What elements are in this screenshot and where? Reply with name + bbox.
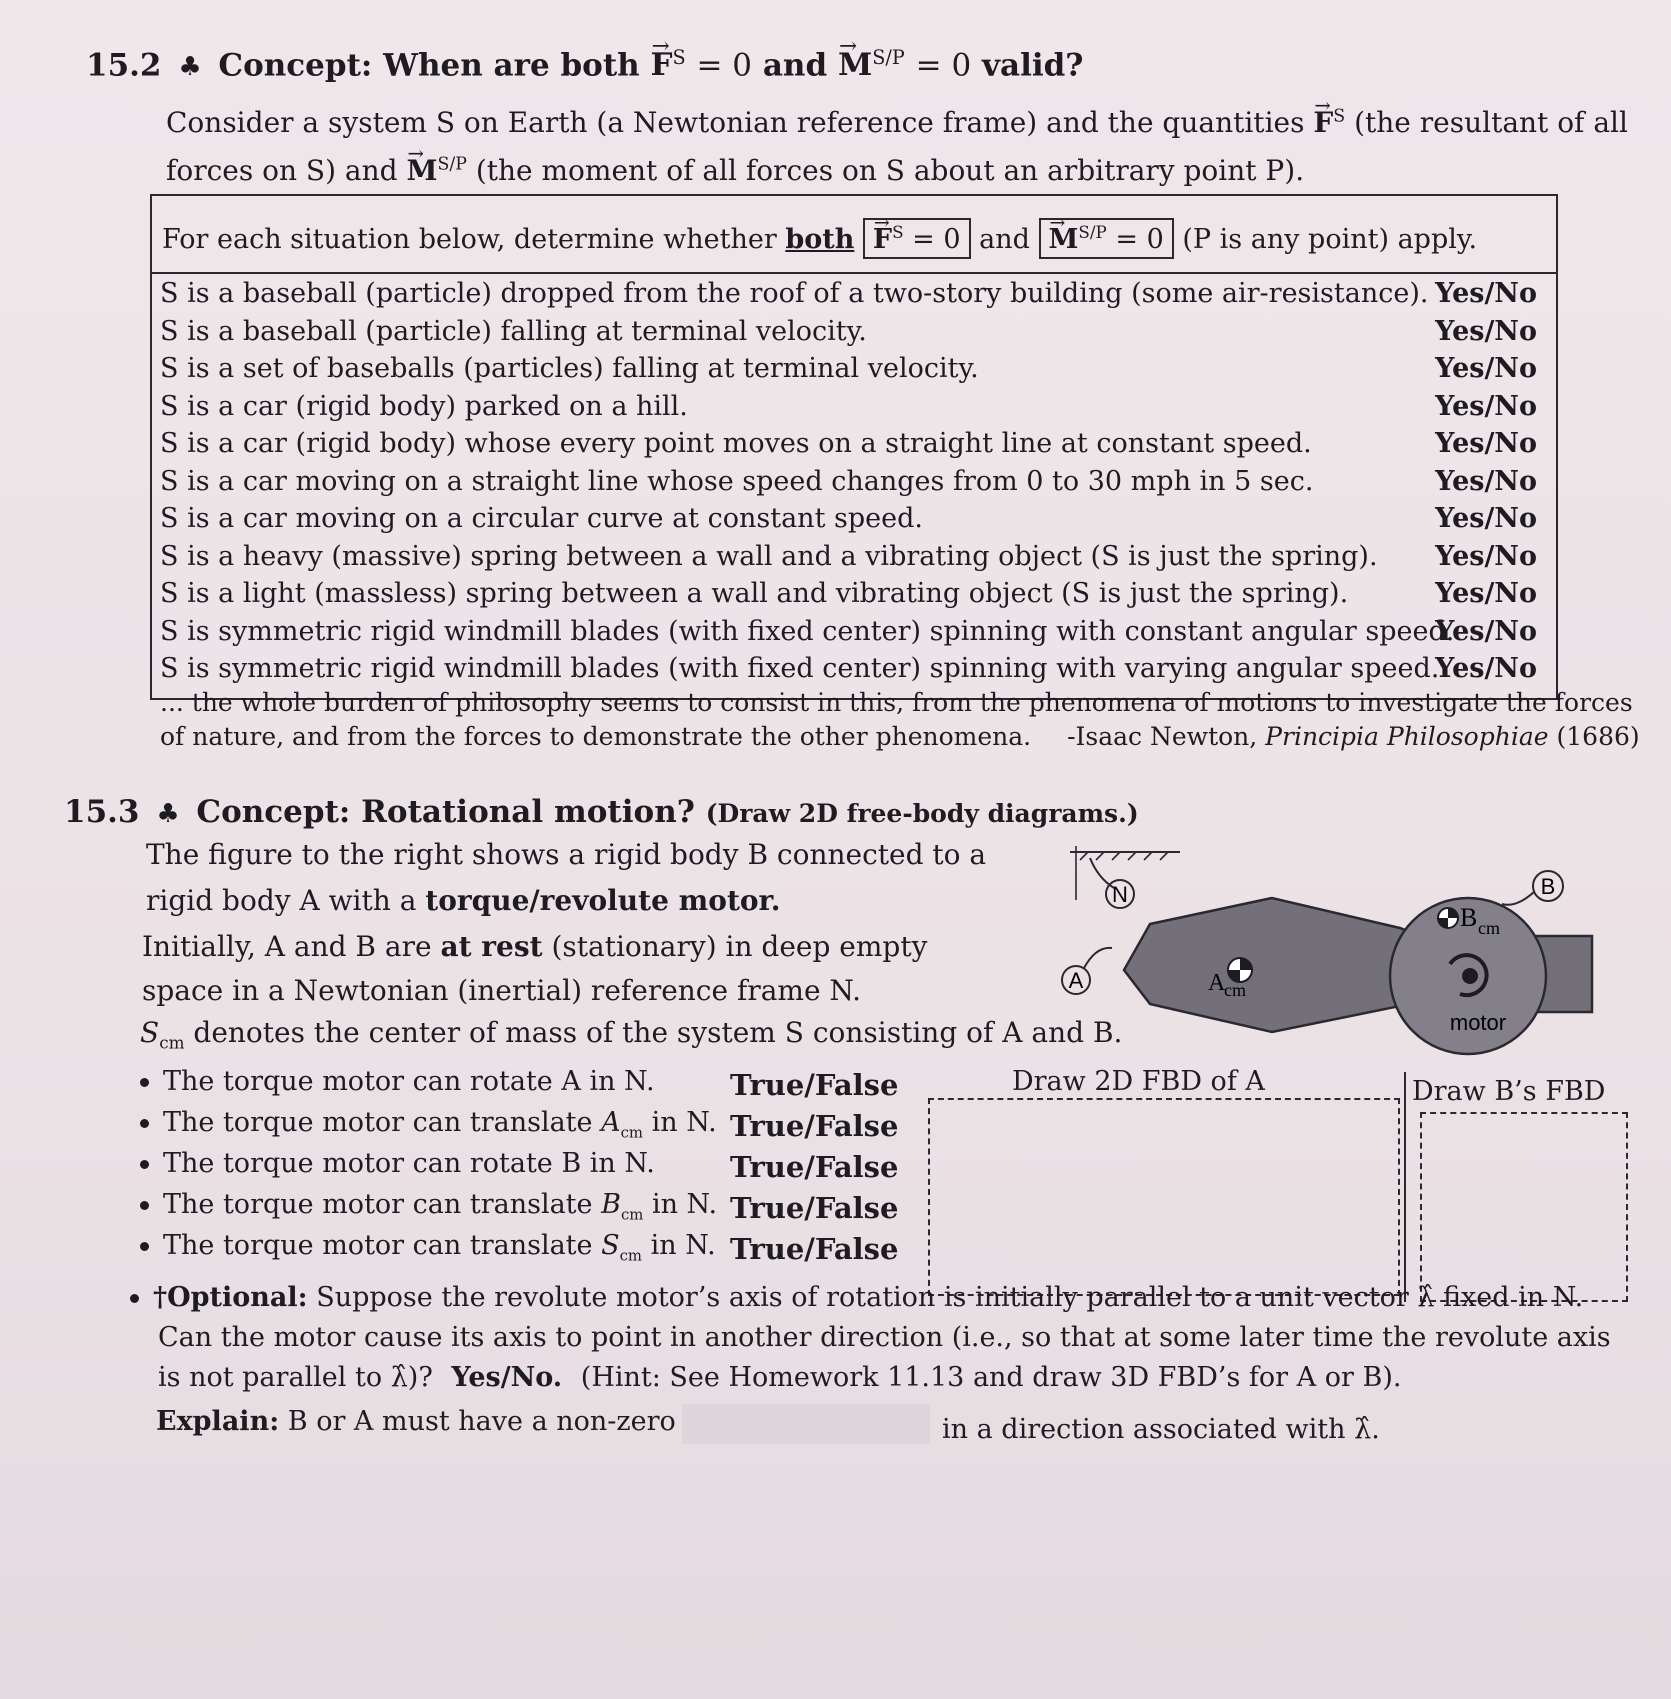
list-item: The torque motor can translate $S_{cm}$ in N. bbox=[140, 1230, 716, 1264]
table-row bbox=[160, 428, 1545, 459]
true-false-answer[interactable]: True/False bbox=[730, 1068, 899, 1102]
bullet-dot bbox=[140, 1201, 149, 1210]
table-row bbox=[160, 391, 1545, 422]
yes-no-answer[interactable]: Yes/No bbox=[1435, 503, 1537, 534]
table-header: For each situation below, determine whether both → $F^S = 0$ and → $M^{S/P} = 0$ (P is any point) apply. bbox=[152, 196, 1556, 274]
yes-no-answer[interactable]: Yes/No bbox=[1435, 390, 1537, 422]
fbd-divider bbox=[1404, 1072, 1406, 1302]
table-row bbox=[160, 353, 1545, 384]
situation-text: S is a set of baseballs (particles) falling at terminal velocity. bbox=[160, 353, 979, 384]
bcm-label: B bbox=[1460, 903, 1478, 932]
force-condition-box: → $F^S = 0$ bbox=[863, 218, 971, 259]
motor-axle bbox=[1462, 968, 1478, 984]
explain-line-end: in a direction associated with λ̂. bbox=[942, 1414, 1380, 1445]
intro-line-2: forces on S) and → $M^{S/P}$ (the moment of all forces on S about an arbitrary point P). bbox=[166, 154, 1304, 187]
situations-table bbox=[150, 194, 1558, 700]
intro-line-1: Consider a system S on Earth (a Newtonian reference frame) and the quantities → $F^S$ (the resultant of all bbox=[166, 106, 1628, 139]
list-item: The torque motor can translate $B_{cm}$ in N. bbox=[140, 1189, 717, 1223]
para2-line-1: Initially, A and B are at rest (stationary) in deep empty bbox=[142, 930, 928, 963]
bullet-dot bbox=[140, 1242, 149, 1251]
true-false-answer[interactable]: True/False bbox=[730, 1109, 899, 1143]
situation-text: S is symmetric rigid windmill blades (with fixed center) spinning with varying angular speed. bbox=[160, 653, 1440, 684]
rigid-body-figure bbox=[1040, 836, 1600, 1056]
para1-line-2: rigid body A with a torque/revolute motor. bbox=[146, 884, 781, 917]
situation-text: S is a car moving on a circular curve at constant speed. bbox=[160, 503, 923, 534]
list-item: The torque motor can rotate A in N. bbox=[140, 1066, 655, 1097]
bullet-dot bbox=[140, 1078, 149, 1087]
a-leader bbox=[1084, 948, 1112, 968]
list-item: The torque motor can translate $A_{cm}$ in N. bbox=[140, 1107, 717, 1141]
fbd-a-drawing-area[interactable] bbox=[928, 1098, 1400, 1296]
para1-line-1: The figure to the right shows a rigid body B connected to a bbox=[146, 838, 987, 871]
optional-yes-no[interactable]: Yes/No. bbox=[451, 1362, 563, 1393]
table-row bbox=[160, 541, 1545, 572]
explain-line: Explain: B or A must have a non-zero bbox=[156, 1406, 676, 1437]
problem-15-2-title: 15.2 ♣ Concept: When are both → $F^S = 0$ and → $M^{S/P} = 0$ valid? bbox=[86, 46, 1083, 83]
bullet-dot bbox=[140, 1119, 149, 1128]
optional-line-2: Can the motor cause its axis to point in another direction (i.e., so that at some later time the revolute axis bbox=[158, 1322, 1611, 1353]
table-row bbox=[160, 466, 1545, 497]
label-n: N bbox=[1112, 882, 1128, 907]
acm-label: A bbox=[1208, 970, 1226, 996]
table-row bbox=[160, 578, 1545, 609]
table-row bbox=[160, 653, 1545, 684]
club-icon: ♣ bbox=[156, 799, 180, 829]
optional-line-1: †Optional: Suppose the revolute motor’s axis of rotation is initially parallel to a unit vector λ̂ fixed in N. bbox=[130, 1282, 1583, 1313]
yes-no-answer[interactable]: Yes/No bbox=[1435, 353, 1537, 384]
newton-quote-line-2: of nature, and from the forces to demonstrate the other phenomena. -Isaac Newton, Principia Philosophiae (1686) bbox=[160, 722, 1640, 751]
situation-text: S is a car (rigid body) whose every point moves on a straight line at constant speed. bbox=[160, 428, 1312, 459]
newton-quote-line-1: ... the whole burden of philosophy seems to consist in this, from the phenomena of motions to investigate the forces bbox=[160, 688, 1633, 717]
yes-no-answer[interactable]: Yes/No bbox=[1435, 278, 1537, 309]
motor-label: motor bbox=[1449, 1010, 1507, 1035]
table-row bbox=[160, 616, 1545, 647]
yes-no-answer[interactable]: Yes/No bbox=[1435, 540, 1537, 572]
club-icon: ♣ bbox=[178, 52, 202, 83]
situation-text: S is a car (rigid body) parked on a hill. bbox=[160, 390, 688, 422]
situation-text: S is a baseball (particle) falling at terminal velocity. bbox=[160, 315, 867, 347]
true-false-answer[interactable]: True/False bbox=[730, 1150, 899, 1184]
optional-line-3: is not parallel to λ̂)? Yes/No. (Hint: See Homework 11.13 and draw 3D FBD’s for A or B). bbox=[158, 1362, 1402, 1393]
bullet-dot bbox=[140, 1160, 149, 1169]
fbd-b-drawing-area[interactable] bbox=[1420, 1112, 1628, 1302]
label-a: A bbox=[1068, 968, 1084, 993]
moment-condition-box: → $M^{S/P} = 0$ bbox=[1039, 218, 1174, 259]
situation-text: S is a car moving on a straight line whose speed changes from 0 to 30 mph in 5 sec. bbox=[160, 465, 1314, 497]
situation-text: S is symmetric rigid windmill blades (with fixed center) spinning with constant angular speed. bbox=[160, 615, 1455, 647]
yes-no-answer[interactable]: Yes/No bbox=[1435, 578, 1537, 609]
explain-blank-field[interactable] bbox=[682, 1404, 930, 1444]
yes-no-answer[interactable]: Yes/No bbox=[1435, 428, 1537, 459]
situation-text: S is a light (massless) spring between a wall and vibrating object (S is just the spring). bbox=[160, 578, 1349, 609]
acm-sub: cm bbox=[1224, 980, 1246, 1000]
fbd-a-label: Draw 2D FBD of A bbox=[1012, 1066, 1265, 1097]
true-false-answer[interactable]: True/False bbox=[730, 1232, 899, 1266]
table-row bbox=[160, 278, 1545, 309]
fbd-b-label: Draw B’s FBD bbox=[1412, 1076, 1606, 1107]
yes-no-answer[interactable]: Yes/No bbox=[1435, 653, 1537, 684]
yes-no-answer[interactable]: Yes/No bbox=[1435, 315, 1537, 347]
bcm-sub: cm bbox=[1478, 918, 1500, 938]
yes-no-answer[interactable]: Yes/No bbox=[1435, 615, 1537, 647]
para3-line: $S_{cm}$ denotes the center of mass of the system S consisting of A and B. bbox=[140, 1016, 1123, 1053]
table-row bbox=[160, 316, 1545, 347]
situation-text: S is a baseball (particle) dropped from the roof of a two-story building (some air-resistance). bbox=[160, 278, 1429, 309]
para2-line-2: space in a Newtonian (inertial) reference frame N. bbox=[142, 974, 862, 1007]
yes-no-answer[interactable]: Yes/No bbox=[1435, 465, 1537, 497]
situation-text: S is a heavy (massive) spring between a wall and a vibrating object (S is just the spring). bbox=[160, 540, 1378, 572]
problem-15-3-title: 15.3 ♣ Concept: Rotational motion? (Draw 2D free-body diagrams.) bbox=[64, 794, 1139, 830]
true-false-answer[interactable]: True/False bbox=[730, 1191, 899, 1225]
b-leader bbox=[1502, 892, 1534, 905]
bullet-dot bbox=[130, 1294, 139, 1303]
list-item: The torque motor can rotate B in N. bbox=[140, 1148, 655, 1179]
table-row bbox=[160, 503, 1545, 534]
label-b: B bbox=[1540, 874, 1556, 899]
